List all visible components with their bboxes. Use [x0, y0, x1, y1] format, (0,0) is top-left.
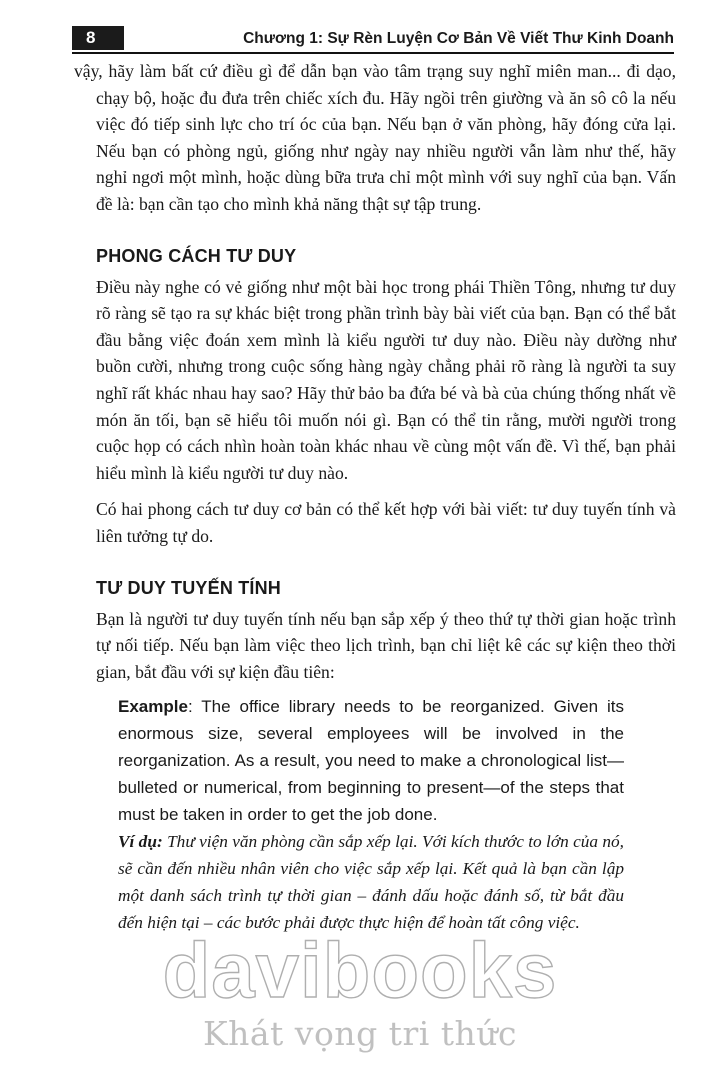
example-text: : The office library needs to be reorganized. Given its enormous size, several employees will be involved in the reorganization. As a result, you need to make a chronological list—bulleted or numerical, from beginning to present—of the steps that must be taken in order to get the job done.: [118, 697, 624, 825]
thinking-style-paragraph-2: Có hai phong cách tư duy cơ bản có thể kết hợp với bài viết: tư duy tuyến tính và liên tưởng tự do.: [96, 499, 676, 546]
thinking-style-paragraph-1: Điều này nghe có vẻ giống như một bài học trong phái Thiền Tông, nhưng tư duy rõ ràng sẽ tạo ra sự khác biệt trong phần trình bày bài viết của bạn. Bạn có thể bắt đầu bằng việc đoán xem mình là kiểu người tư duy nào. Điều này dường như buồn cười, nhưng trong cuộc sống hàng ngày chẳng phải rõ ràng là người ta suy nghĩ rất khác nhau hay sao? Hãy thử bảo ba đứa bé và bà của chúng thống nhất về món ăn tối, bạn sẽ hiểu tôi muốn nói gì. Bạn có thể tin rằng, mười người trong cuộc họp có cách nhìn hoàn toàn khác nhau về cùng một vấn đề. Vì thế, bạn phải hiểu mình là kiểu người tư duy nào.: [96, 276, 676, 483]
watermark-logo: davibooks: [162, 926, 558, 1014]
example-vietnamese: [118, 828, 624, 936]
page-content: [74, 58, 676, 936]
watermark: [150, 926, 570, 1054]
example-label: Example: [118, 697, 188, 717]
vidu-text: Thư viện văn phòng cần sắp xếp lại. Với kích thước to lớn của nó, sẽ cần đến nhiều nhân viên cho việc sắp xếp lại. Kết quả là bạn cần lập một danh sách trình tự thời gian – đánh dấu hoặc đánh số, từ bắt đầu đến hiện tại – các bước phải được thực hiện để hoàn tất công việc.: [118, 832, 624, 933]
example-block: [118, 693, 624, 936]
chapter-title: Chương 1: Sự Rèn Luyện Cơ Bản Về Viết Thư Kinh Doanh: [243, 30, 674, 47]
linear-thinking-paragraph: Bạn là người tư duy tuyến tính nếu bạn sắp xếp ý theo thứ tự thời gian hoặc trình tự nối tiếp. Nếu bạn làm việc theo lịch trình, bạn chỉ liệt kê các sự kiện theo thời gian, bắt đầu với sự kiện đầu tiên:: [96, 608, 676, 682]
section-heading-linear-thinking: TƯ DUY TUYẾN TÍNH: [96, 577, 282, 598]
page-number: 8: [72, 26, 124, 50]
section-heading-thinking-style: PHONG CÁCH TƯ DUY: [96, 245, 297, 266]
example-english: [118, 693, 624, 828]
watermark-tagline: Khát vọng tri thức: [202, 1014, 518, 1053]
page-header: [72, 26, 674, 54]
vidu-label: Ví dụ:: [118, 832, 163, 852]
intro-paragraph: vậy, hãy làm bất cứ điều gì để dẫn bạn vào tâm trạng suy nghĩ miên man... đi dạo, chạy bộ, hoặc đu đưa trên chiếc xích đu. Hãy ngồi trên giường và ăn sô cô la nếu việc đó tiếp sinh lực cho trí óc của bạn. Nếu bạn ở văn phòng, hãy đóng cửa lại. Nếu bạn có phòng ngủ, giống như ngày nay nhiều người vẫn làm như thế, hãy nghỉ ngơi một mình, hoặc dùng bữa trưa chỉ một mình với suy nghĩ của bạn. Vấn đề là: bạn cần tạo cho mình khả năng thật sự tập trung.: [74, 61, 676, 214]
